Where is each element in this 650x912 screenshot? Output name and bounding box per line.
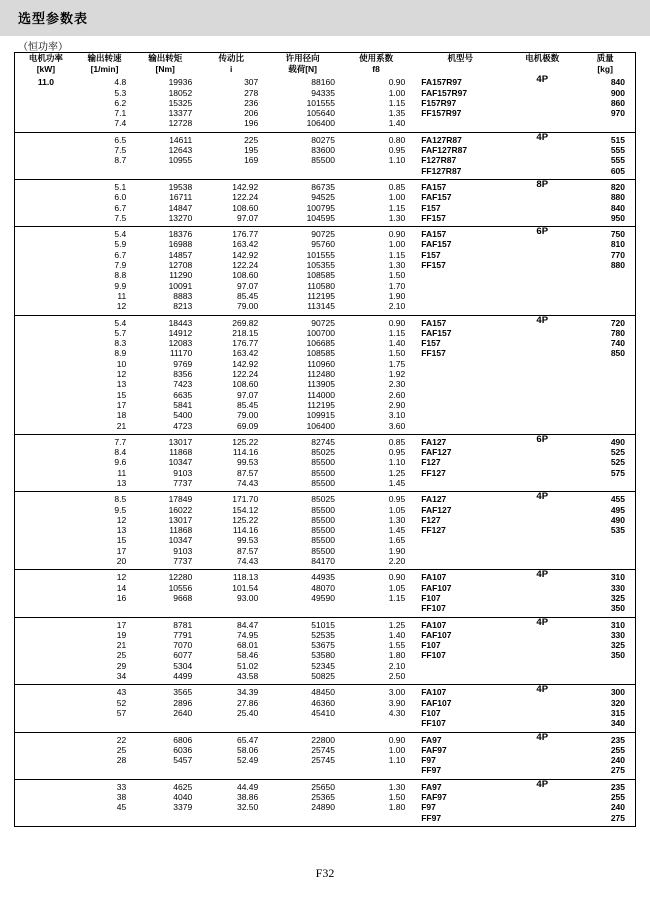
cell-mass: 515 555 555 605: [610, 134, 625, 176]
cell-ratio: 118.13 101.54 93.00: [232, 572, 259, 603]
cell-power: 11.0: [37, 77, 54, 88]
cell-output-torque: 6806 6036 5457: [173, 734, 193, 766]
cell-model: FA107 FAF107 F107 FF107: [421, 687, 452, 729]
cell-service-factor: 1.25 1.40 1.55 1.80 2.10 2.50: [388, 619, 406, 682]
cell-mass: 235 255 240 275: [610, 781, 625, 823]
cell-service-factor: 0.90 1.05 1.15: [388, 572, 406, 603]
cell-service-factor: 1.30 1.50 1.80: [388, 781, 406, 813]
cell-output-torque: 18376 16988 14857 12708 11290 10091 8883 8213: [168, 229, 193, 312]
cell-service-factor: 0.90 1.00 1.15 1.35 1.40: [388, 77, 406, 129]
cell-ratio: 171.70 154.12 125.22 114.16 99.53 87.57 74.43: [232, 494, 259, 567]
col-header-model: 机型号: [447, 53, 473, 63]
cell-model: FA107 FAF107 F107 FF107: [421, 619, 452, 661]
cell-power: [15, 570, 77, 617]
cell-model: FA97 FAF97 F97 FF97: [421, 781, 447, 823]
cell-model: FA157R97 FAF157R97 F157R97 FF157R97: [421, 77, 468, 119]
cell-mass: 720 780 740 850: [610, 317, 625, 359]
cell-poles: 4P: [536, 778, 549, 790]
cell-poles: 6P: [536, 226, 549, 238]
cell-output-torque: 18443 14912 12083 11170 9769 8356 7423 6635 5841 5400 4723: [168, 317, 193, 431]
cell-poles: 4P: [536, 616, 549, 628]
table-row: [15, 685, 636, 732]
spec-table-wrap: [14, 52, 636, 827]
cell-output-speed: 4.8 5.3 6.2 7.1 7.4: [114, 77, 127, 129]
cell-model: FA157 FAF157 F157 FF157: [421, 317, 452, 359]
cell-model: FA127R87 FAF127R87 F127R87 FF127R87: [421, 134, 468, 176]
cell-ratio: 307 278 236 206 196: [244, 77, 259, 129]
cell-ratio: 225 195 169: [244, 134, 259, 166]
table-row: [15, 434, 636, 491]
cell-output-speed: 7.7 8.4 9.6 11 13: [114, 436, 127, 488]
cell-radial-load: 22800 25745 25745: [311, 734, 335, 766]
cell-ratio: 34.39 27.86 25.40: [236, 687, 259, 718]
table-row: [15, 492, 636, 570]
cell-power: [15, 434, 77, 491]
cell-mass: 490 525 525 575: [610, 436, 625, 478]
cell-output-speed: 5.4 5.9 6.7 7.9 8.8 9.9 11 12: [114, 229, 127, 312]
cell-radial-load: 82745 85025 85500 85500 85500: [311, 436, 335, 488]
cell-radial-load: 86735 94525 100795 104595: [306, 181, 335, 223]
cell-mass: 750 810 770 880: [610, 229, 625, 271]
cell-radial-load: 80275 83600 85500: [311, 134, 335, 166]
page-subtitle: （恒功率）: [18, 42, 68, 53]
cell-output-speed: 5.4 5.7 8.3 8.9 10 12 13 15 17 18 21: [114, 317, 127, 431]
cell-service-factor: 0.90 1.00 1.10: [388, 734, 406, 766]
col-header-power: 电机功率 [kW]: [28, 53, 63, 75]
cell-mass: 455 495 490 535: [610, 494, 625, 536]
col-header-service-factor: 使用系数 f8: [359, 53, 394, 75]
cell-power: [15, 779, 77, 826]
cell-radial-load: 51015 52535 53675 53580 52345 50825: [311, 619, 335, 682]
cell-mass: 235 255 240 275: [610, 734, 625, 776]
cell-model: FA127 FAF127 F127 FF127: [421, 436, 452, 478]
cell-ratio: 142.92 122.24 108.60 97.07: [232, 181, 259, 223]
cell-output-torque: 19538 16711 14847 13270: [168, 181, 193, 223]
cell-poles: 4P: [536, 569, 549, 581]
cell-poles: 4P: [536, 74, 549, 86]
cell-radial-load: 90725 100700 106685 108585 110960 112480 113905 114000 112195 109915 106400: [306, 317, 335, 431]
cell-radial-load: 90725 95760 101555 105355 108585 110580 112195 113145: [306, 229, 335, 312]
spec-table: [14, 52, 636, 827]
table-row: [15, 732, 636, 779]
cell-model: FA97 FAF97 F97 FF97: [421, 734, 447, 776]
cell-service-factor: 0.85 0.95 1.10 1.25 1.45: [388, 436, 406, 488]
table-row: [15, 227, 636, 315]
cell-radial-load: 48450 46360 45410: [311, 687, 335, 718]
cell-service-factor: 3.00 3.90 4.30: [388, 687, 406, 718]
cell-power: [15, 617, 77, 685]
cell-power: [15, 227, 77, 315]
cell-mass: 820 880 840 950: [610, 181, 625, 223]
cell-service-factor: 0.90 1.15 1.40 1.50 1.75 1.92 2.30 2.60 2.90 3.10 3.60: [388, 317, 406, 431]
cell-power: [15, 132, 77, 179]
cell-service-factor: 0.80 0.95 1.10: [388, 134, 406, 166]
cell-output-torque: 14611 12643 10955: [168, 134, 193, 166]
cell-poles: 4P: [536, 684, 549, 696]
cell-output-torque: 4625 4040 3379: [173, 781, 193, 813]
cell-power: [15, 685, 77, 732]
cell-output-speed: 12 14 16: [116, 572, 127, 603]
cell-output-torque: 12280 10556 9668: [168, 572, 193, 603]
cell-output-torque: 17849 16022 13017 11868 10347 9103 7737: [168, 494, 193, 567]
table-header: [15, 53, 636, 76]
cell-output-speed: 22 25 28: [116, 734, 127, 766]
col-header-ratio: 传动比 i: [218, 53, 244, 75]
cell-radial-load: 88160 94335 101555 105640 106400: [306, 77, 335, 129]
cell-poles: 6P: [536, 433, 549, 445]
cell-output-speed: 17 19 21 25 29 34: [116, 619, 127, 682]
cell-poles: 4P: [536, 491, 549, 503]
col-header-torque: 输出转矩 [Nm]: [148, 53, 183, 75]
cell-mass: 310 330 325 350: [610, 572, 625, 614]
cell-output-torque: 8781 7791 7070 6077 5304 4499: [173, 619, 193, 682]
col-header-poles: 电机极数: [525, 53, 560, 63]
cell-power: [15, 732, 77, 779]
cell-output-speed: 8.5 9.5 12 13 15 17 20: [114, 494, 127, 567]
cell-power: [15, 492, 77, 570]
cell-output-speed: 43 52 57: [116, 687, 127, 718]
page-number: F32: [315, 866, 335, 880]
cell-poles: 8P: [536, 178, 549, 190]
cell-model: FA157 FAF157 F157 FF157: [421, 181, 452, 223]
cell-ratio: 84.47 74.95 68.01 58.46 51.02 43.58: [236, 619, 259, 682]
col-header-radial-load: 许用径向 载荷[N]: [285, 53, 320, 75]
cell-model: FA127 FAF127 F127 FF127: [421, 494, 452, 536]
cell-power: [15, 179, 77, 226]
header-band: [0, 0, 650, 36]
cell-poles: 4P: [536, 314, 549, 326]
cell-output-torque: 13017 11868 10347 9103 7737: [168, 436, 193, 488]
cell-service-factor: 0.90 1.00 1.15 1.30 1.50 1.70 1.90 2.10: [388, 229, 406, 312]
cell-poles: 4P: [536, 731, 549, 743]
cell-output-torque: 19936 18052 15325 13377 12728: [168, 77, 193, 129]
table-row: [15, 779, 636, 826]
table-row: [15, 617, 636, 685]
cell-output-speed: 33 38 45: [116, 781, 127, 813]
cell-radial-load: 44935 48070 49590: [311, 572, 335, 603]
col-header-mass: 质量 [kg]: [596, 53, 614, 75]
cell-mass: 310 330 325 350: [610, 619, 625, 661]
cell-radial-load: 85025 85500 85500 85500 85500 85500 84170: [311, 494, 335, 567]
table-row: [15, 132, 636, 179]
table-body: [15, 75, 636, 826]
table-row: [15, 315, 636, 434]
cell-output-speed: 5.1 6.0 6.7 7.5: [114, 181, 127, 223]
cell-ratio: 176.77 163.42 142.92 122.24 108.60 97.07 85.45 79.00: [232, 229, 259, 312]
cell-ratio: 65.47 58.06 52.49: [236, 734, 259, 766]
table-row: [15, 570, 636, 617]
cell-output-torque: 3565 2896 2640: [173, 687, 193, 718]
page-title: 选型参数表: [18, 11, 89, 26]
table-row: [15, 179, 636, 226]
cell-model: FA157 FAF157 F157 FF157: [421, 229, 452, 271]
cell-model: FA107 FAF107 F107 FF107: [421, 572, 452, 614]
cell-service-factor: 0.95 1.05 1.30 1.45 1.65 1.90 2.20: [388, 494, 406, 567]
cell-mass: 300 320 315 340: [610, 687, 625, 729]
cell-radial-load: 25650 25365 24890: [311, 781, 335, 813]
cell-ratio: 269.82 218.15 176.77 163.42 142.92 122.24 108.60 97.07 85.45 79.00 69.09: [232, 317, 259, 431]
cell-service-factor: 0.85 1.00 1.15 1.30: [388, 181, 406, 223]
cell-mass: 840 900 860 970: [610, 77, 625, 119]
cell-ratio: 125.22 114.16 99.53 87.57 74.43: [232, 436, 259, 488]
cell-poles: 4P: [536, 131, 549, 143]
col-header-speed: 输出转速 [1/min]: [87, 53, 122, 75]
cell-power: [15, 315, 77, 434]
cell-output-speed: 6.5 7.5 8.7: [114, 134, 127, 166]
table-row: [15, 75, 636, 132]
cell-ratio: 44.49 38.86 32.50: [236, 781, 259, 813]
